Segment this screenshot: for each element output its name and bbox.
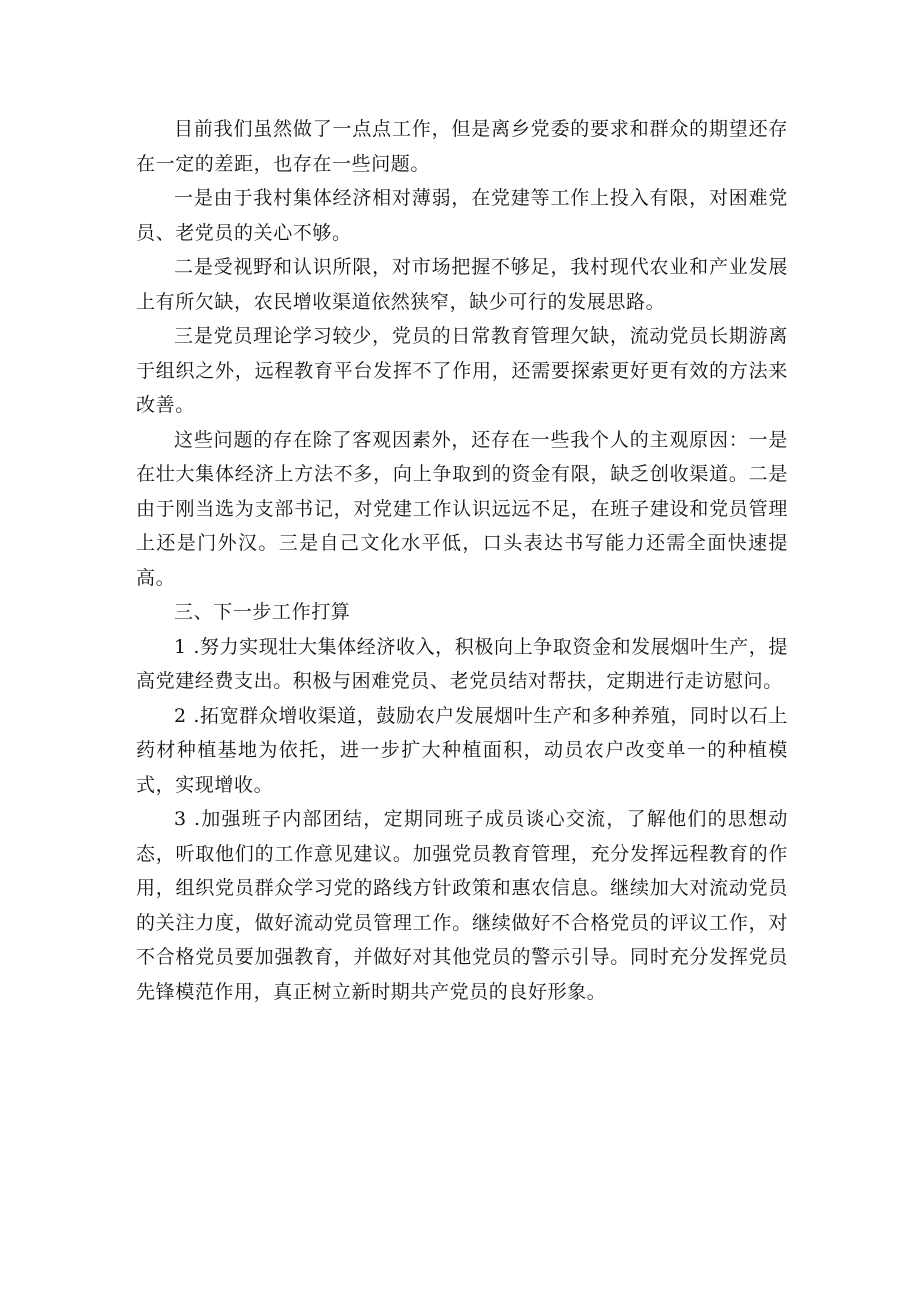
- paragraph-plan-3: 3 .加强班子内部团结，定期同班子成员谈心交流，了解他们的思想动态，听取他们的工作意见建议。加强党员教育管理，充分发挥远程教育的作用，组织党员群众学习党的路线方针政策和惠农信息。继续加大对流动党员的关注力度，做好流动党员管理工作。继续做好不合格党员的评议工作，对不合格党员要加强教育，并做好对其他党员的警示引导。同时充分发挥党员先锋模范作用，真正树立新时期共产党员的良好形象。: [136, 808, 788, 1003]
- paragraph-plan-2: 2 .拓宽群众增收渠道，鼓励农户发展烟叶生产和多种养殖，同时以石上药材种植基地为依托，进一步扩大种植面积，动员农户改变单一的种植模式，实现增收。: [136, 704, 788, 796]
- paragraph-problem-1: 一是由于我村集体经济相对薄弱，在党建等工作上投入有限，对困难党员、老党员的关心不够。: [136, 187, 788, 244]
- paragraph-causes: 这些问题的存在除了客观因素外，还存在一些我个人的主观原因：一是在壮大集体经济上方法不多，向上争取到的资金有限，缺乏创收渠道。二是由于刚当选为支部书记，对党建工作认识远远不足，在班子建设和党员管理上还是门外汉。三是自己文化水平低，口头表达书写能力还需全面快速提高。: [136, 428, 788, 589]
- paragraph-problem-2: 二是受视野和认识所限，对市场把握不够足，我村现代农业和产业发展上有所欠缺，农民增收渠道依然狭窄，缺少可行的发展思路。: [136, 256, 788, 313]
- paragraph-intro: 目前我们虽然做了一点点工作，但是离乡党委的要求和群众的期望还存在一定的差距，也存在一些问题。: [136, 118, 788, 175]
- section-heading-next-steps: 三、下一步工作打算: [174, 601, 351, 623]
- paragraph-plan-1: 1 .努力实现壮大集体经济收入，积极向上争取资金和发展烟叶生产，提高党建经费支出。积极与困难党员、老党员结对帮扶，定期进行走访慰问。: [136, 635, 788, 692]
- document-body: [136, 112, 788, 1009]
- paragraph-problem-3: 三是党员理论学习较少，党员的日常教育管理欠缺，流动党员长期游离于组织之外，远程教育平台发挥不了作用，还需要探索更好更有效的方法来改善。: [136, 325, 788, 416]
